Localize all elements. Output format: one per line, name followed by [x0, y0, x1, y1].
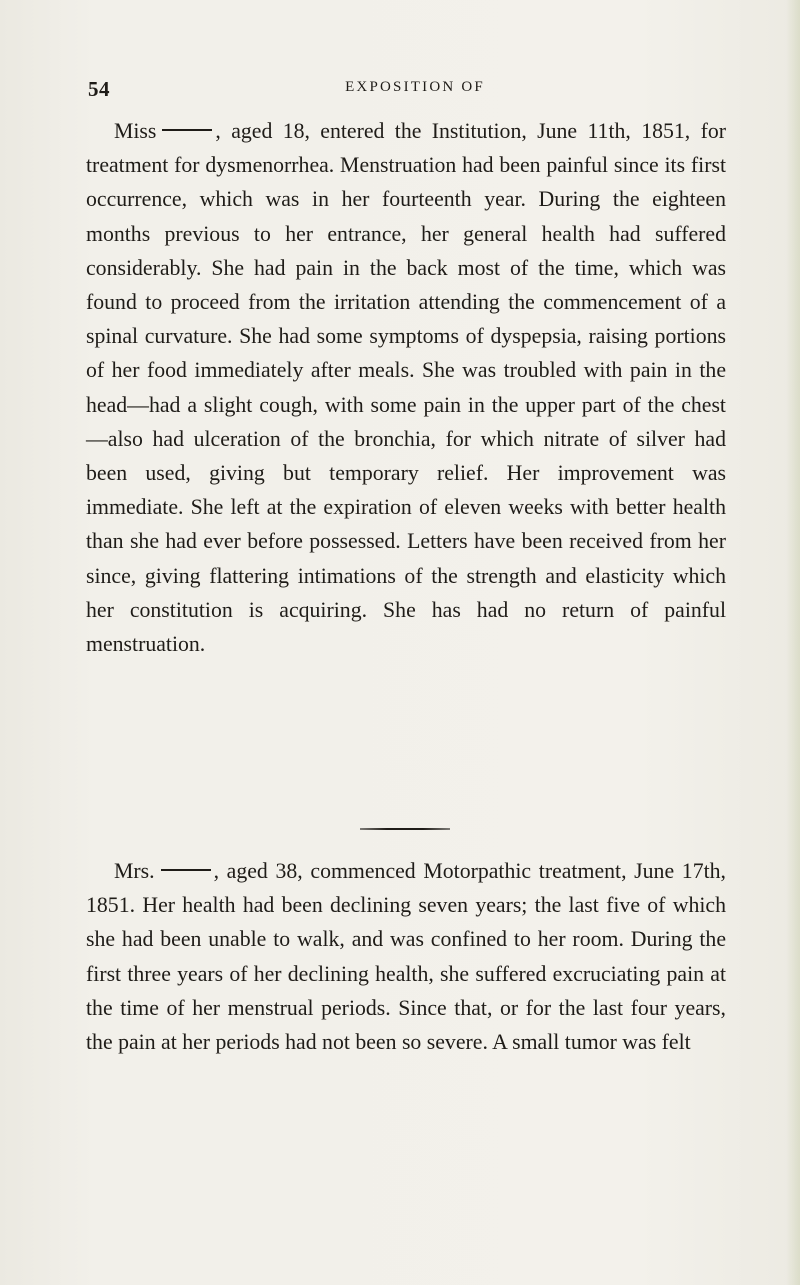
running-head	[88, 77, 728, 101]
paragraph-text: , aged 38, commenced Motorpathic treatment, June 17th, 1851. Her health had been declining seven years; the last five of which she had been unable to walk, and was confined to her room. During the first three years of her declining health, she suffered excruciating pain at the time of her menstrual periods. Since that, or for the last four years, the pain at her periods had not been so severe. A small tumor was felt	[86, 859, 726, 1055]
page-number: 54	[88, 77, 110, 101]
name-omission-dash	[162, 129, 212, 131]
paragraph-opening: Mrs.	[114, 859, 155, 883]
case-paragraph-miss	[86, 114, 726, 661]
name-omission-dash	[161, 869, 211, 871]
case-paragraph-mrs	[86, 854, 726, 1059]
paragraph-text: , aged 18, entered the Institution, June 11th, 1851, for treatment for dysmenorrhea. Menstruation had been painful since its first occurrence, which was in her fourteenth year. During the eighteen months previous to her entrance, her general health had suffered considerably. She had pain in the back most of the time, which was found to proceed from the irritation attending the commencement of a spinal curvature. She had some symptoms of dyspepsia, raising portions of her food immediately after meals. She was troubled with pain in the head—had a slight cough, with some pain in the upper part of the chest—also had ulceration of the bronchia, for which nitrate of silver had been used, giving but temporary relief. Her improvement was immediate. She left at the expiration of eleven weeks with better health than she had ever before possessed. Letters have been received from her since, giving flattering intimations of the strength and elasticity which her constitution is acquiring. She has had no return of painful menstruation.	[86, 119, 726, 657]
page-edge-shadow	[786, 0, 800, 1285]
section-divider	[360, 828, 450, 830]
paragraph-opening: Miss	[114, 119, 157, 143]
running-head-title: EXPOSITION OF	[345, 79, 485, 95]
